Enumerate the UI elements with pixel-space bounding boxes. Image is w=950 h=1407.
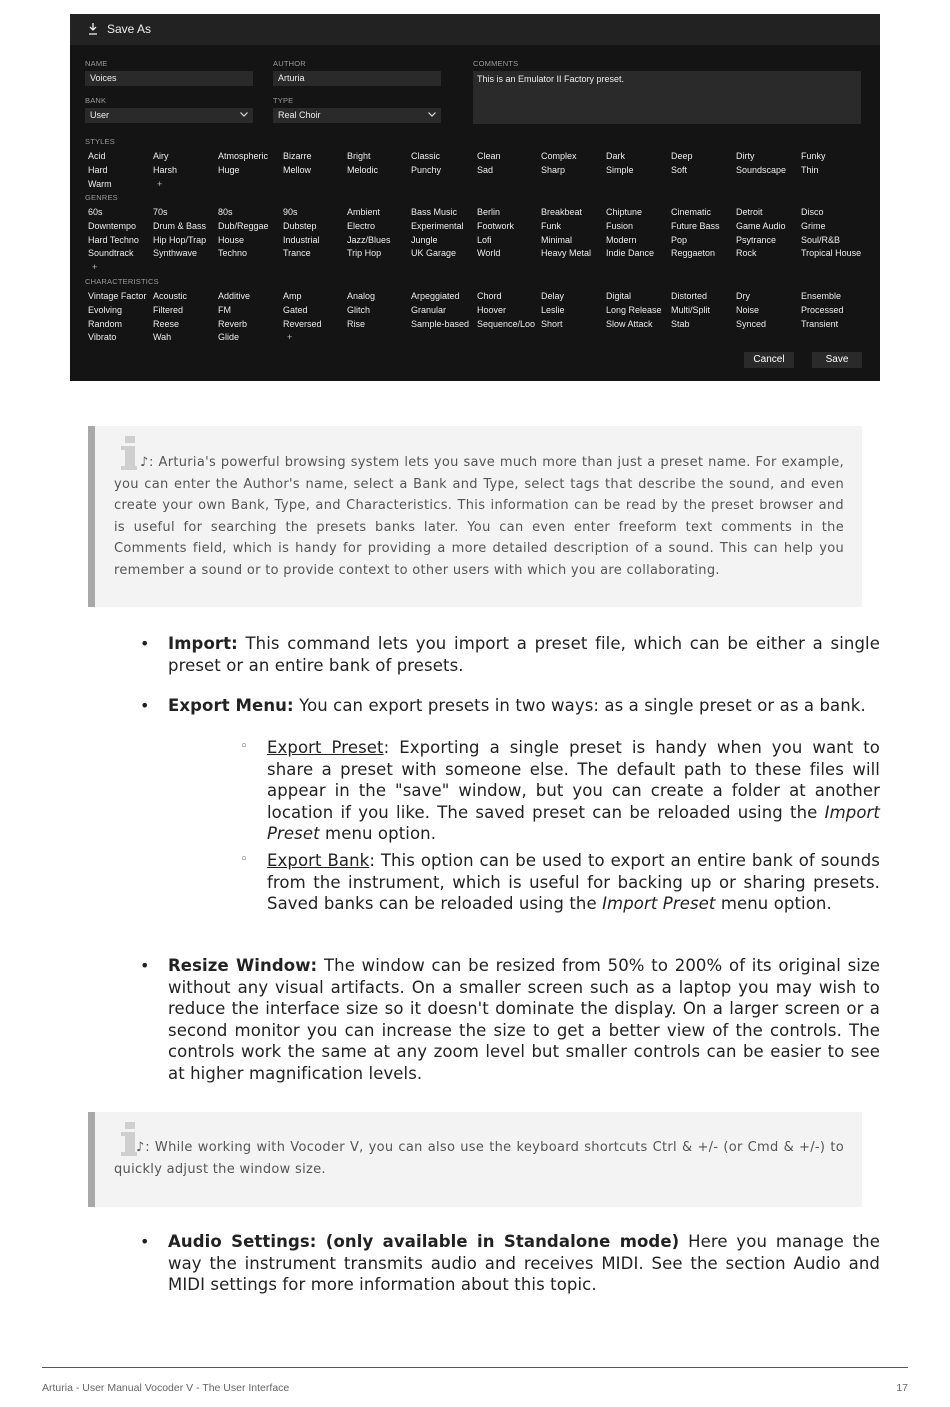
tag-genres-trance[interactable]: Trance (283, 248, 311, 259)
type-select[interactable] (273, 108, 441, 123)
tag-styles-complex[interactable]: Complex (541, 151, 577, 161)
genres-label: GENRES (85, 193, 118, 202)
bank-label: BANK (85, 96, 107, 105)
import-item (168, 633, 880, 676)
tag-genres-world[interactable]: World (477, 248, 501, 259)
tag-characteristics-sequence-loo[interactable]: Sequence/Loo (477, 318, 536, 329)
import-title: Import: (168, 634, 238, 653)
footer-divider (42, 1367, 908, 1368)
tag-genres-game-audio[interactable]: Game Audio (736, 220, 786, 231)
tag-genres-trip-hop[interactable]: Trip Hop (347, 248, 382, 259)
name-label: NAME (85, 59, 108, 68)
tag-genres-future-bass[interactable]: Future Bass (671, 220, 720, 231)
tag-styles-punchy[interactable]: Punchy (411, 164, 442, 175)
export-text: You can export presets in two ways: as a single preset or as a bank. (293, 696, 866, 715)
tag-styles-simple[interactable]: Simple (606, 164, 634, 175)
tag-genres-heavy-metal[interactable]: Heavy Metal (541, 248, 592, 259)
save-as-dialog (70, 14, 880, 381)
resize-title: Resize Window: (168, 956, 318, 975)
tag-styles-thin[interactable]: Thin (801, 164, 819, 175)
tag-characteristics-wah[interactable]: Wah (153, 332, 172, 343)
tag-genres-tropical-house[interactable]: Tropical House (801, 248, 862, 259)
tag-styles-deep[interactable]: Deep (671, 151, 693, 161)
tag-genres-fusion[interactable]: Fusion (606, 220, 634, 231)
export-preset-title: Export Preset (267, 738, 384, 757)
tag-genres-chiptune[interactable]: Chiptune (606, 207, 643, 217)
export-preset-end: menu option. (319, 824, 437, 843)
bullet-dot: • (140, 1232, 150, 1251)
tag-genres-dub-reggae[interactable]: Dub/Reggae (218, 220, 269, 231)
tag-genres-footwork[interactable]: Footwork (477, 220, 515, 231)
resize-text: The window can be resized from 50% to 200% of its original size without any visual artifacts. On a smaller screen such as a laptop you may wish to reduce the interface size so it doesn't dominate the display. On a larger screen or a second monitor you can increase the size to get a better view of the controls. The controls work the same at any zoom level but smaller controls can be easier to see at higher magnification levels. (168, 956, 880, 1083)
tag-styles-dark[interactable]: Dark (606, 151, 626, 161)
tag-genres-90s[interactable]: 90s (283, 207, 298, 217)
chevron-down-icon (240, 111, 248, 118)
note-text (114, 452, 844, 582)
tag-genres-indie-dance[interactable]: Indie Dance (606, 248, 655, 259)
tag-genres-soul-r-b[interactable]: Soul/R&B (801, 234, 841, 245)
tag-genres-60s[interactable]: 60s (88, 207, 103, 217)
export-bank-end: menu option. (715, 894, 832, 913)
tag-genres-detroit[interactable]: Detroit (736, 207, 763, 217)
tag-genres-hard-techno[interactable]: Hard Techno (88, 234, 139, 245)
note-body: : Arturia's powerful browsing system lets you save much more than just a preset name. For example, you can enter the Author's name, select a Bank and Type, select tags that describe the sound, and even create your own Bank, Type, and Characteristics. This information can be read by the preset browser and is useful for searching the presets banks later. You can even enter freeform text comments in the Comments field, which is handy for providing a more detailed description of a sound. This can help you remember a sound or to provide context to other users with which you are collaborating. (114, 455, 844, 578)
tag-characteristics-delay[interactable]: Delay (541, 291, 565, 301)
import-text: This command lets you import a preset file, which can be either a single preset or an entire bank of presets. (168, 634, 880, 675)
export-bank-item (267, 850, 880, 915)
bullet-dot: • (140, 956, 150, 975)
dialog-title: Save As (107, 22, 152, 36)
tag-characteristics-transient[interactable]: Transient (801, 318, 839, 329)
info-note (88, 1112, 862, 1207)
tag-characteristics-reverb[interactable]: Reverb (218, 318, 248, 329)
tag-characteristics-amp[interactable]: Amp (283, 291, 302, 301)
sub-bullet-dot: ◦ (240, 739, 248, 754)
tag-genres-downtempo[interactable]: Downtempo (88, 220, 137, 231)
tag-styles-soft[interactable]: Soft (671, 164, 688, 175)
type-label: TYPE (273, 96, 294, 105)
export-title: Export Menu: (168, 696, 294, 715)
tag-genres-soundtrack[interactable]: Soundtrack (88, 248, 134, 259)
tag-genres-drum-bass[interactable]: Drum & Bass (153, 220, 207, 231)
author-label: AUTHOR (273, 59, 306, 68)
tag-characteristics-dry[interactable]: Dry (736, 291, 750, 301)
tag-characteristics-distorted[interactable]: Distorted (671, 291, 708, 301)
tag-characteristics-reese[interactable]: Reese (153, 318, 180, 329)
export-preset-text: : Exporting a single preset is handy when you want to share a preset with someone else. The default path to these files will appear in the "save" window, but you can create a folder at another location if you like. The saved preset can be reloaded using the (267, 738, 880, 822)
tag-characteristics-filtered[interactable]: Filtered (153, 304, 184, 315)
tag-characteristics-processed[interactable]: Processed (801, 304, 844, 315)
tag-characteristics-rise[interactable]: Rise (347, 318, 366, 329)
tag-styles-hard[interactable]: Hard (88, 164, 108, 175)
tag-genres-hip-hop-trap[interactable]: Hip Hop/Trap (153, 234, 207, 245)
tag-genres-reggaeton[interactable]: Reggaeton (671, 248, 716, 259)
tag-genres-techno[interactable]: Techno (218, 248, 248, 259)
tag-styles-huge[interactable]: Huge (218, 164, 240, 175)
tag-characteristics-acoustic[interactable]: Acoustic (153, 291, 188, 301)
tag-genres-80s[interactable]: 80s (218, 207, 233, 217)
tag-characteristics-slow-attack[interactable]: Slow Attack (606, 318, 653, 329)
tag-genres-ambient[interactable]: Ambient (347, 207, 381, 217)
tag-genres-breakbeat[interactable]: Breakbeat (541, 207, 583, 217)
tag-characteristics-short[interactable]: Short (541, 318, 563, 329)
tag-genres-pop[interactable]: Pop (671, 234, 688, 245)
tag-styles-acid[interactable]: Acid (88, 151, 106, 161)
add-tag-button[interactable]: + (157, 178, 163, 189)
tag-genres-electro[interactable]: Electro (347, 220, 376, 231)
tag-genres-funk[interactable]: Funk (541, 220, 562, 231)
tag-characteristics-glide[interactable]: Glide (218, 332, 240, 343)
tag-styles-classic[interactable]: Classic (411, 151, 441, 161)
tag-characteristics-multi-split[interactable]: Multi/Split (671, 304, 711, 315)
tag-characteristics-synced[interactable]: Synced (736, 318, 767, 329)
tag-genres-rock[interactable]: Rock (736, 248, 757, 259)
tag-genres-disco[interactable]: Disco (801, 207, 824, 217)
tag-characteristics-ensemble[interactable]: Ensemble (801, 291, 842, 301)
audio-text: Here you manage the way the instrument transmits audio and receives MIDI. See the section Audio and MIDI settings for more information about this topic. (168, 1232, 880, 1294)
export-bank-italic: Import Preset (602, 894, 716, 913)
tag-genres-berlin[interactable]: Berlin (477, 207, 501, 217)
bullet-dot: • (140, 634, 150, 653)
styles-label: STYLES (85, 137, 115, 146)
tag-genres-jazz-blues[interactable]: Jazz/Blues (347, 234, 391, 245)
tag-characteristics-noise[interactable]: Noise (736, 304, 760, 315)
info-note (88, 426, 862, 607)
export-menu-item (168, 695, 880, 717)
tag-characteristics-fm[interactable]: FM (218, 304, 231, 315)
add-tag-button[interactable]: + (92, 262, 98, 273)
tag-genres-psytrance[interactable]: Psytrance (736, 234, 777, 245)
tag-styles-melodic[interactable]: Melodic (347, 164, 379, 175)
tag-genres-minimal[interactable]: Minimal (541, 234, 573, 245)
export-preset-italic: Import Preset (267, 802, 880, 843)
name-field[interactable]: Voices (85, 71, 253, 86)
tag-characteristics-stab[interactable]: Stab (671, 318, 690, 329)
tag-genres-uk-garage[interactable]: UK Garage (411, 248, 457, 259)
tag-characteristics-evolving[interactable]: Evolving (88, 304, 123, 315)
audio-title: Audio Settings: (only available in Standalone mode) (168, 1232, 680, 1251)
bullet-dot: • (140, 696, 150, 715)
comments-label: COMMENTS (473, 59, 519, 68)
tag-genres-experimental[interactable]: Experimental (411, 220, 464, 231)
tag-characteristics-granular[interactable]: Granular (411, 304, 447, 315)
tag-styles-clean[interactable]: Clean (477, 151, 501, 161)
tag-characteristics-vintage-factor[interactable]: Vintage Factor (88, 291, 147, 301)
tag-genres-grime[interactable]: Grime (801, 220, 826, 231)
tag-characteristics-leslie[interactable]: Leslie (541, 304, 565, 315)
footer-title: Arturia - User Manual Vocoder V - The User Interface (42, 1382, 290, 1394)
author-field[interactable]: Arturia (273, 71, 441, 86)
tag-genres-70s[interactable]: 70s (153, 207, 168, 217)
bank-value: User (90, 110, 110, 120)
note-symbol: ♪ (136, 1140, 146, 1155)
export-preset-item (267, 737, 880, 845)
resize-window-item (168, 955, 880, 1084)
note-symbol: ♪ (140, 455, 149, 470)
tag-genres-lofi[interactable]: Lofi (477, 234, 492, 245)
tag-styles-funky[interactable]: Funky (801, 151, 826, 161)
characteristics-label: CHARACTERISTICS (85, 277, 159, 286)
tag-styles-soundscape[interactable]: Soundscape (736, 164, 787, 175)
page-number: 17 (896, 1382, 908, 1394)
tag-genres-bass-music[interactable]: Bass Music (411, 207, 458, 217)
export-bank-text: : This option can be used to export an entire bank of sounds from the instrument, which is useful for backing up or sharing presets. Saved banks can be reloaded using the (267, 851, 880, 913)
add-tag-button[interactable]: + (287, 332, 293, 343)
tag-characteristics-long-release[interactable]: Long Release (606, 304, 662, 315)
chevron-down-icon (428, 111, 436, 118)
note-body: : While working with Vocoder V, you can also use the keyboard shortcuts Ctrl & +/- (or Cmd & +/-) to quickly adjust the window size. (114, 1140, 844, 1177)
tag-styles-dirty[interactable]: Dirty (736, 151, 755, 161)
export-bank-title: Export Bank (267, 851, 370, 870)
tag-characteristics-chord[interactable]: Chord (477, 291, 502, 301)
cancel-button[interactable]: Cancel (744, 352, 794, 368)
tag-characteristics-digital[interactable]: Digital (606, 291, 632, 301)
tag-characteristics-additive[interactable]: Additive (218, 291, 251, 301)
tag-characteristics-reversed[interactable]: Reversed (283, 318, 322, 329)
tag-characteristics-glitch[interactable]: Glitch (347, 304, 371, 315)
type-value: Real Choir (278, 110, 321, 120)
comments-field[interactable]: This is an Emulator II Factory preset. (473, 71, 861, 124)
tag-styles-atmospheric[interactable]: Atmospheric (218, 151, 269, 161)
tag-genres-house[interactable]: House (218, 234, 245, 245)
tag-styles-airy[interactable]: Airy (153, 151, 169, 161)
download-icon (88, 22, 98, 36)
save-button[interactable]: Save (812, 352, 862, 368)
tag-characteristics-random[interactable]: Random (88, 318, 123, 329)
tag-genres-jungle[interactable]: Jungle (411, 234, 438, 245)
tag-genres-cinematic[interactable]: Cinematic (671, 207, 712, 217)
tag-styles-sharp[interactable]: Sharp (541, 164, 566, 175)
tag-genres-synthwave[interactable]: Synthwave (153, 248, 198, 259)
tag-styles-bizarre[interactable]: Bizarre (283, 151, 312, 161)
tag-styles-mellow[interactable]: Mellow (283, 164, 312, 175)
tag-characteristics-vibrato[interactable]: Vibrato (88, 332, 117, 343)
tag-styles-harsh[interactable]: Harsh (153, 164, 178, 175)
tag-styles-sad[interactable]: Sad (477, 164, 494, 175)
tag-characteristics-hoover[interactable]: Hoover (477, 304, 507, 315)
tag-characteristics-arpeggiated[interactable]: Arpeggiated (411, 291, 460, 301)
bank-select[interactable] (85, 108, 253, 123)
sub-bullet-dot: ◦ (240, 852, 248, 867)
tag-genres-modern[interactable]: Modern (606, 234, 637, 245)
tag-genres-industrial[interactable]: Industrial (283, 234, 320, 245)
tag-genres-dubstep[interactable]: Dubstep (283, 220, 317, 231)
audio-settings-item (168, 1231, 880, 1296)
tag-styles-warm[interactable]: Warm (88, 178, 112, 189)
tag-styles-bright[interactable]: Bright (347, 151, 371, 161)
tag-characteristics-analog[interactable]: Analog (347, 291, 376, 301)
tag-characteristics-gated[interactable]: Gated (283, 304, 308, 315)
note-text (114, 1137, 844, 1180)
tag-characteristics-sample-based[interactable]: Sample-based (411, 318, 470, 329)
dialog-title-bar (70, 14, 880, 45)
